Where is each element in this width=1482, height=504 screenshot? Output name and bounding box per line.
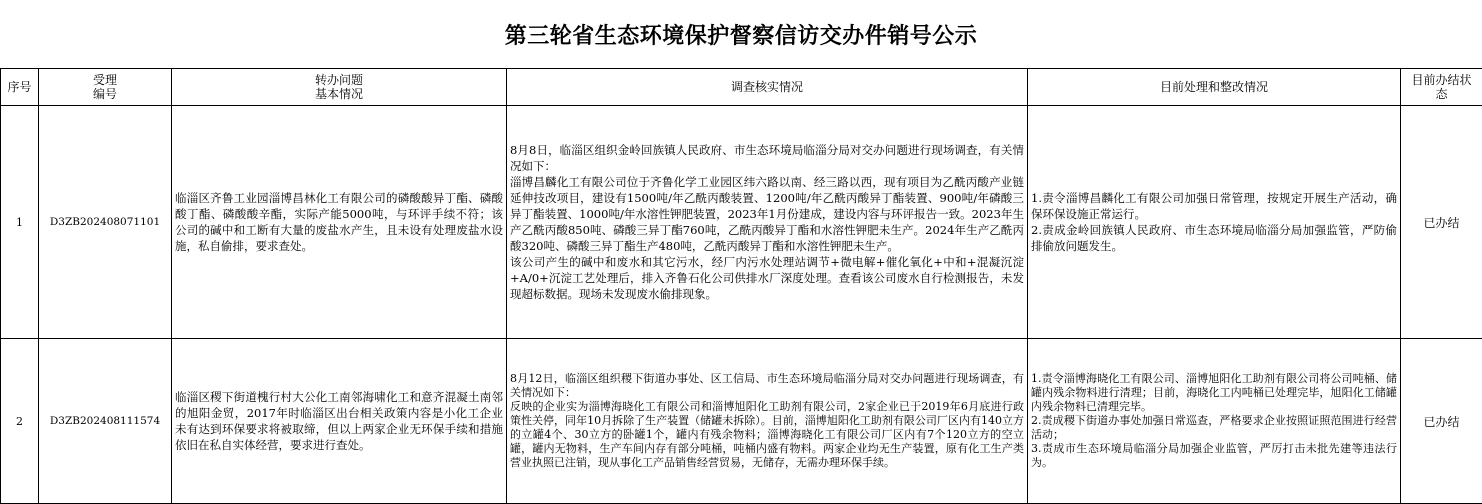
row-actions <box>1028 106 1401 339</box>
table-row <box>1 106 1482 339</box>
header-id: 受理 编号 <box>39 69 172 106</box>
header-row <box>1 69 1482 106</box>
page-title: 第三轮省生态环境保护督察信访交办件销号公示 <box>0 0 1482 68</box>
header-investigation: 调查核实情况 <box>507 69 1028 106</box>
row-id: D3ZB202408071101 <box>39 106 172 339</box>
notice-table <box>0 68 1482 504</box>
row-seq: 2 <box>1 339 39 504</box>
investigation-paragraph: 淄博昌麟化工有限公司位于齐鲁化学工业园区纬六路以南、经三路以西，现有项目为乙酰丙酸产业链延伸技改项目，建设有1500吨/年乙酰丙酸装置、1200吨/年乙酰丙酸异丁酯装置、900吨/年磷酸三异丁酯装置、1000吨/年水溶性钾肥装置，2023年1月份建成，建设内容与环评报告一致。2023年生产乙酰丙酸850吨、磷酸三异丁酯760吨，乙酰丙酸异丁酯和水溶性钾肥未生产。2024年生产乙酰丙酸320吨、磷酸三异丁酯生产480吨，乙酰丙酸异丁酯和水溶性钾肥未生产。 <box>510 174 1024 254</box>
row-seq: 1 <box>1 106 39 339</box>
header-issue: 转办问题 基本情况 <box>172 69 507 106</box>
header-status: 目前办结状 态 <box>1401 69 1482 106</box>
table-row <box>1 339 1482 504</box>
row-actions <box>1028 339 1401 504</box>
investigation-paragraph: 8月8日，临淄区组织金岭回族镇人民政府、市生态环境局临淄分局对交办问题进行现场调查，有关情况如下： <box>510 142 1024 174</box>
header-seq: 序号 <box>1 69 39 106</box>
action-item: 1.责令淄博昌麟化工有限公司加强日常管理，按规定开展生产活动，确保环保设施正常运行。 <box>1031 190 1397 222</box>
action-item: 3.责成市生态环境局临淄分局加强企业监管，严厉打击未批先建等违法行为。 <box>1031 442 1397 470</box>
investigation-paragraph: 8月12日，临淄区组织稷下街道办事处、区工信局、市生态环境局临淄分局对交办问题进行现场调查，有关情况如下： <box>510 372 1024 400</box>
action-item: 1.责令淄博海晓化工有限公司、淄博旭阳化工助剂有限公司将公司吨桶、储罐内残余物料进行清理；目前，海晓化工内吨桶已处理完毕，旭阳化工储罐内残余物料已清理完毕。 <box>1031 372 1397 414</box>
row-status: 已办结 <box>1401 339 1482 504</box>
row-id: D3ZB202408111574 <box>39 339 172 504</box>
investigation-paragraph: 该公司产生的碱中和废水和其它污水，经厂内污水处理站调节+微电解+催化氧化+中和+混凝沉淀+A/0+沉淀工艺处理后，排入齐鲁石化公司供排水厂深度处理。查看该公司废水自行检测报告，未发现超标数据。现场未发现废水偷排现象。 <box>510 254 1024 302</box>
row-issue: 临淄区齐鲁工业园淄博昌林化工有限公司的磷酸酸异丁酯、磷酸酸丁酯、磷酸酸辛酯，实际产能5000吨，与环评手续不符；该公司的碱中和工断有大量的废盐水产生，且未设有处理废盐水设施，私自偷排，要求查处。 <box>172 106 507 339</box>
action-item: 2.责成金岭回族镇人民政府、市生态环境局临淄分局加强监管，严防偷排偷放问题发生。 <box>1031 222 1397 254</box>
action-item: 2.责成稷下街道办事处加强日常巡查，严格要求企业按照证照范围进行经营活动； <box>1031 414 1397 442</box>
row-issue: 临淄区稷下街道槐行村大公化工南邻海啸化工和意齐混凝土南邻的旭阳金贸，2017年时临淄区出台相关政策内容是小化工企业未有达到环保要求将被取缔，但以上两家企业无环保手续和措施依旧在私自实体经营，要求进行查处。 <box>172 339 507 504</box>
row-investigation <box>507 106 1028 339</box>
row-status: 已办结 <box>1401 106 1482 339</box>
investigation-paragraph: 反映的企业实为淄博海晓化工有限公司和淄博旭阳化工助剂有限公司，2家企业已于2019年6月底进行政策性关停，同年10月拆除了生产装置（储罐未拆除）。目前，淄博旭阳化工助剂有限公司厂区内有140立方的立罐4个、30立方的卧罐1个，罐内有残余物料；淄博海晓化工有限公司厂区内有7个120立方的空立罐，罐内无物料，生产车间内存有部分吨桶，吨桶内盛有物料。两家企业均无生产装置，原有化工生产类营业执照已注销，现从事化工产品销售经营贸易，无储存，无需办理环保手续。 <box>510 400 1024 470</box>
row-investigation <box>507 339 1028 504</box>
header-actions: 目前处理和整改情况 <box>1028 69 1401 106</box>
